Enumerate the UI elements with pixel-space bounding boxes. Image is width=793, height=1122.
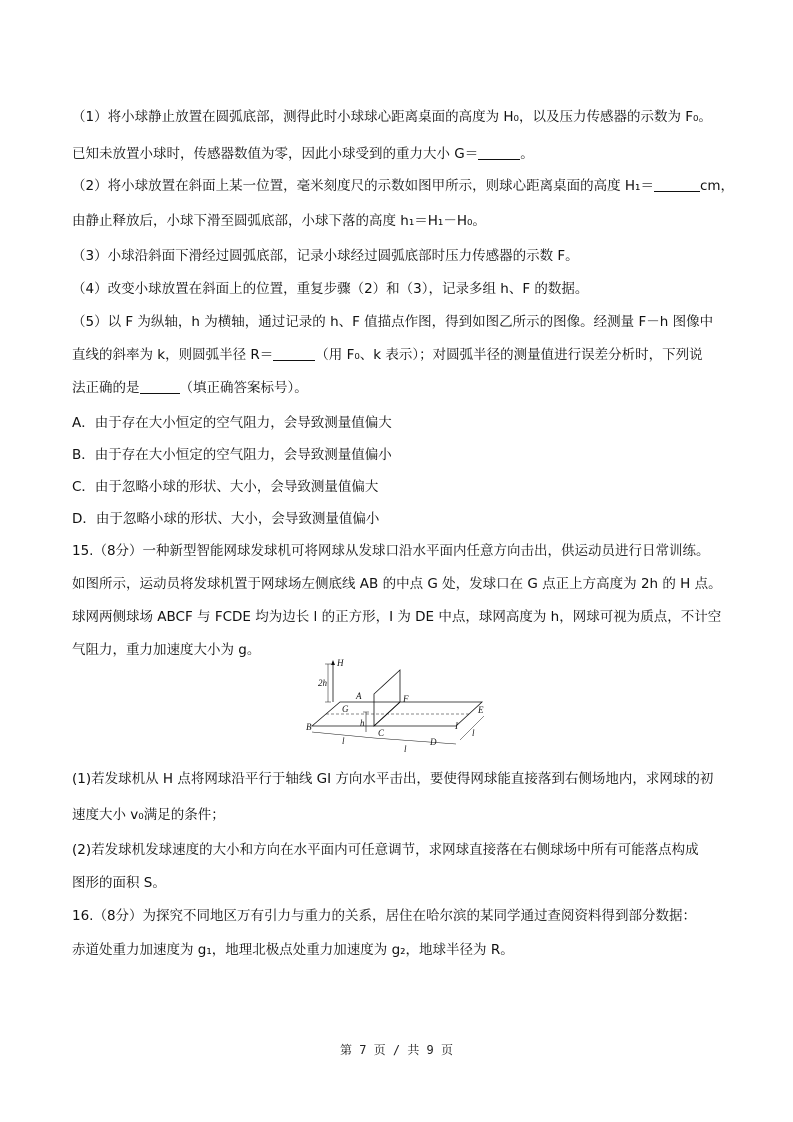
label-h: h [360, 718, 365, 728]
step-5-hint-2: （填正确答案标号）。 [179, 380, 308, 396]
step-5-line-3 [72, 378, 308, 398]
option-a: A．由于存在大小恒定的空气阻力，会导致测量值偏大 [72, 415, 392, 431]
q15-line-3: 球网两侧球场 ABCF 与 FCDE 均为边长 l 的正方形，I 为 DE 中点，球网高度为 h，网球可视为质点，不计空 [72, 609, 722, 625]
label-F: F [403, 694, 409, 704]
step-2-line-1 [72, 176, 734, 196]
step-3-line: （3）小球沿斜面下滑经过圆弧底部，记录小球经过圆弧底部时压力传感器的示数 F。 [72, 248, 579, 264]
q16-line-1: 16.（8分）为探究不同地区万有引力与重力的关系，居住在哈尔滨的某同学通过查阅资料得到部分数据： [72, 908, 697, 924]
label-A: A [356, 691, 362, 701]
q15-sub2-line-2: 图形的面积 S。 [72, 875, 166, 891]
answer-blank-H1[interactable] [654, 177, 700, 192]
step-2-unit: cm， [699, 178, 735, 194]
label-l-left: l [342, 736, 345, 746]
page-footer: 第 7 页 / 共 9 页 [339, 1043, 454, 1057]
answer-blank-option[interactable] [140, 379, 180, 394]
step-5-text: 直线的斜率为 k，则圆弧半径 R＝ [72, 347, 274, 363]
q15-line-1: 15.（8分）一种新型智能网球发球机可将网球从发球口沿水平面内任意方向击出，供运动员进行日常训练。 [72, 543, 710, 559]
step-1-end: 。 [520, 146, 534, 162]
label-l-side: l [472, 728, 475, 738]
q15-sub1-line-2: 速度大小 v₀满足的条件； [72, 807, 225, 823]
label-2h: 2h [318, 678, 327, 688]
label-E: E [478, 705, 484, 715]
answer-blank-G[interactable] [478, 145, 520, 160]
label-l-right: l [404, 744, 407, 754]
q15-line-4: 气阻力，重力加速度大小为 g。 [72, 642, 261, 658]
option-b: B．由于存在大小恒定的空气阻力，会导致测量值偏小 [72, 447, 392, 463]
step-5-question: 法正确的是 [72, 380, 140, 396]
label-C: C [378, 728, 385, 738]
option-c: C．由于忽略小球的形状、大小，会导致测量值偏大 [72, 479, 379, 495]
step-1-text: 已知未放置小球时，传感器数值为零，因此小球受到的重力大小 G＝ [72, 146, 479, 162]
option-d: D．由于忽略小球的形状、大小，会导致测量值偏小 [72, 511, 380, 527]
step-1-line-1: （1）将小球静止放置在圆弧底部，测得此时小球球心距离桌面的高度为 H₀，以及压力传感器的示数为 F₀。 [72, 109, 712, 125]
step-5-line-1: （5）以 F 为纵轴，h 为横轴，通过记录的 h、F 值描点作图，得到如图乙所示的图像。经测量 F－h 图像中 [72, 314, 714, 330]
label-H: H [337, 658, 344, 668]
tennis-court-figure [300, 656, 500, 758]
arrow-up-icon [331, 660, 335, 665]
q15-sub1-line-1: (1)若发球机从 H 点将网球沿平行于轴线 GI 方向水平击出，要使得网球能直接落到右侧场地内，求网球的初 [72, 771, 714, 787]
step-2-text: （2）将小球放置在斜面上某一位置，毫米刻度尺的示数如图甲所示，则球心距离桌面的高度 H₁＝ [72, 178, 654, 194]
q15-line-2: 如图所示，运动员将发球机置于网球场左侧底线 AB 的中点 G 处，发球口在 G 点正上方高度为 2h 的 H 点。 [72, 576, 722, 592]
label-D: D [430, 737, 437, 747]
answer-blank-R[interactable] [273, 346, 315, 361]
step-4-line: （4）改变小球放置在斜面上的位置，重复步骤（2）和（3），记录多组 h、F 的数据。 [72, 281, 589, 297]
q15-sub2-line-1: (2)若发球机发球速度的大小和方向在水平面内可任意调节，求网球直接落在右侧球场中所有可能落点构成 [72, 842, 699, 858]
dim-l-right [374, 738, 456, 744]
step-5-line-2 [72, 345, 703, 365]
q16-line-2: 赤道处重力加速度为 g₁，地理北极点处重力加速度为 g₂，地球半径为 R。 [72, 942, 514, 958]
label-G: G [342, 704, 349, 714]
label-B: B [306, 722, 312, 732]
step-1-line-2 [72, 144, 534, 164]
step-5-hint: （用 F₀、k 表示）；对圆弧半径的测量值进行误差分析时，下列说 [315, 347, 703, 363]
step-2-line-2: 由静止释放后，小球下滑至圆弧底部，小球下落的高度 h₁＝H₁－H₀。 [72, 213, 486, 229]
net [374, 670, 400, 726]
label-I: I [455, 721, 458, 731]
